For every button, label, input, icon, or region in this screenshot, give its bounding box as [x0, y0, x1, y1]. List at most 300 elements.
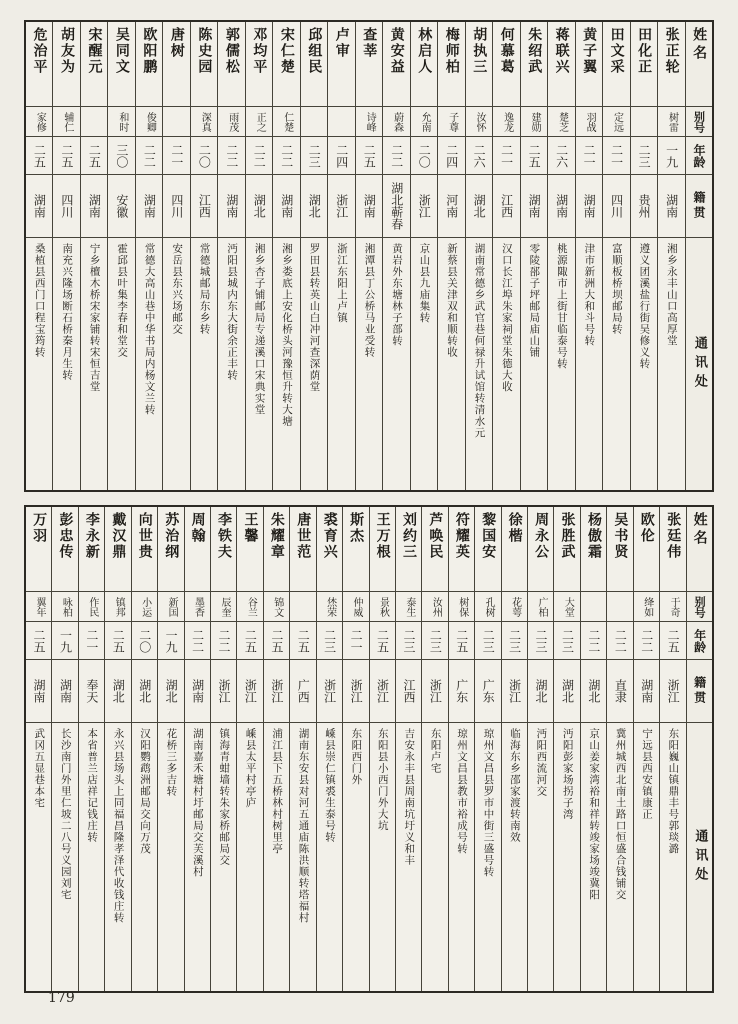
- person-column: [162, 22, 189, 490]
- person-age-text: 二二: [224, 143, 239, 168]
- person-name: [383, 22, 409, 107]
- person-native-text: 浙江: [507, 679, 522, 703]
- person-alias: [163, 107, 189, 137]
- person-native: [301, 175, 327, 238]
- person-column: [547, 22, 574, 490]
- person-age-text: 二〇: [137, 628, 152, 653]
- person-native: [634, 660, 659, 723]
- person-native: [422, 660, 447, 723]
- person-alias-text: 辰奎: [218, 596, 230, 617]
- person-alias: [475, 592, 500, 622]
- person-alias: [158, 592, 183, 622]
- person-address: [396, 723, 421, 991]
- person-native: [475, 660, 500, 723]
- person-native: [211, 660, 236, 723]
- person-alias-text: 泰生: [403, 596, 415, 617]
- person-address: [26, 238, 52, 490]
- person-address: [528, 723, 553, 991]
- person-native: [108, 175, 134, 238]
- person-name: [264, 507, 289, 592]
- person-age-text: 二五: [375, 628, 390, 653]
- person-age-text: 二五: [243, 628, 258, 653]
- person-alias-text: 楚芝: [556, 111, 568, 132]
- person-name: [370, 507, 395, 592]
- person-age: [317, 622, 342, 660]
- person-age: [449, 622, 474, 660]
- person-address: [603, 238, 629, 490]
- person-column: [602, 22, 629, 490]
- person-native-text: 湖北蕲春: [389, 182, 404, 230]
- person-age: [26, 622, 51, 660]
- person-address: [290, 723, 315, 991]
- person-alias: [383, 107, 409, 137]
- person-native-text: 广西: [296, 679, 311, 703]
- person-native-text: 湖南: [362, 194, 377, 218]
- person-native: [136, 175, 162, 238]
- person-native-text: 四川: [59, 194, 74, 218]
- person-address-text: 黄岩外东塘林子部转: [390, 243, 403, 347]
- person-column: [263, 507, 289, 991]
- person-alias-text: 仁楚: [281, 111, 293, 132]
- person-address-text: 永兴县场头上同福昌隆孝泽代收钱庄转: [112, 728, 125, 924]
- person-name: [521, 22, 547, 107]
- person-native: [548, 175, 574, 238]
- person-age-text: 二二: [586, 628, 601, 653]
- person-name: [449, 507, 474, 592]
- person-age-text: 二五: [269, 628, 284, 653]
- person-age: [290, 622, 315, 660]
- header-alias-label-text: 别号: [692, 110, 706, 133]
- person-native-text: 浙江: [666, 679, 681, 703]
- person-address-text: 霍邱县叶集李春和堂交: [116, 243, 129, 358]
- person-address-text: 南充兴隆场断石桥秦月生转: [61, 243, 74, 381]
- person-name-text: 徐楷: [506, 512, 523, 544]
- person-name-text: 王万根: [374, 512, 391, 560]
- person-address-text: 浦江县下五桥林村树里亭: [271, 728, 284, 855]
- person-native: [328, 175, 354, 238]
- person-name: [317, 507, 342, 592]
- person-age: [132, 622, 157, 660]
- person-native-text: 湖南: [32, 679, 47, 703]
- person-alias: [185, 592, 210, 622]
- person-address: [191, 238, 217, 490]
- person-age: [658, 137, 684, 175]
- person-alias: [79, 592, 104, 622]
- person-address-text: 湘乡永丰山口高厚堂: [665, 243, 678, 347]
- person-name-text: 李铁夫: [216, 512, 233, 560]
- person-column: [448, 507, 474, 991]
- person-column: [657, 22, 684, 490]
- person-alias: [660, 592, 685, 622]
- person-column: [527, 507, 553, 991]
- header-column: [686, 507, 712, 991]
- person-name: [422, 507, 447, 592]
- person-native: [132, 660, 157, 723]
- person-native-text: 湖南: [32, 194, 47, 218]
- person-name-text: 唐世范: [295, 512, 312, 560]
- person-address-text: 东阳卢宅: [429, 728, 442, 774]
- person-column: [355, 22, 382, 490]
- person-native: [607, 660, 632, 723]
- person-name-text: 陈史园: [196, 27, 213, 75]
- person-native-text: 浙江: [349, 679, 364, 703]
- person-native-text: 四川: [609, 194, 624, 218]
- person-alias: [438, 107, 464, 137]
- person-age-text: 二二: [279, 143, 294, 168]
- person-address: [422, 723, 447, 991]
- person-column: [217, 22, 244, 490]
- person-native: [26, 660, 51, 723]
- person-alias: [301, 107, 327, 137]
- person-address: [502, 723, 527, 991]
- person-age-text: 二〇: [197, 143, 212, 168]
- person-native-text: 湖北: [560, 679, 575, 703]
- person-alias-text: 俊卿: [144, 111, 156, 132]
- person-alias-text: 家修: [34, 111, 46, 132]
- person-address: [356, 238, 382, 490]
- person-age: [79, 622, 104, 660]
- person-native: [317, 660, 342, 723]
- person-column: [26, 507, 51, 991]
- person-address: [273, 238, 299, 490]
- person-native: [264, 660, 289, 723]
- person-address-text: 东阳西门外: [350, 728, 363, 786]
- person-address: [246, 238, 272, 490]
- person-address-text: 花桥三多吉转: [165, 728, 178, 797]
- person-native: [79, 660, 104, 723]
- person-age: [475, 622, 500, 660]
- person-native: [52, 660, 77, 723]
- person-address-text: 罗田县转英山白冲河查深荫堂: [308, 243, 321, 393]
- header-age-label-text: 年龄: [692, 143, 707, 168]
- directory-table-bottom: [24, 505, 714, 993]
- person-address-text: 湖南嘉禾塘村圩邮局交芙溪村: [191, 728, 204, 878]
- person-age: [528, 622, 553, 660]
- person-address-text: 富顺板桥坝邮局转: [610, 243, 623, 335]
- person-name: [554, 507, 579, 592]
- person-address-text: 新蔡县关津双和顺转收: [445, 243, 458, 358]
- person-address-text: 桑植县西门口程宝筠转: [33, 243, 46, 358]
- person-alias: [658, 107, 684, 137]
- person-native-text: 浙江: [417, 194, 432, 218]
- person-native: [273, 175, 299, 238]
- person-address: [634, 723, 659, 991]
- person-alias: [343, 592, 368, 622]
- person-alias: [211, 592, 236, 622]
- person-address-text: 遵义团溪盐行街吴修义转: [638, 243, 651, 370]
- person-age-text: 二三: [322, 628, 337, 653]
- person-age-text: 二三: [560, 628, 575, 653]
- person-native: [383, 175, 409, 238]
- person-native-text: 湖南: [554, 194, 569, 218]
- person-age-text: 二二: [216, 628, 231, 653]
- person-age-text: 二四: [334, 143, 349, 168]
- person-address-text: 长沙南门外里仁坡二八号义园刘宅: [59, 728, 72, 901]
- person-age-text: 二五: [666, 628, 681, 653]
- person-native-text: 奉天: [84, 679, 99, 703]
- person-native: [528, 660, 553, 723]
- person-alias-text: 仲威: [351, 596, 363, 617]
- person-age-text: 三〇: [114, 143, 129, 168]
- person-native-text: 浙江: [428, 679, 443, 703]
- person-address: [26, 723, 51, 991]
- person-native: [246, 175, 272, 238]
- person-alias-text: 逸龙: [501, 111, 513, 132]
- person-alias: [53, 107, 79, 137]
- person-column: [465, 22, 492, 490]
- person-address-text: 吉安永丰县周南坑圩义和丰: [403, 728, 416, 866]
- person-native-text: 四川: [169, 194, 184, 218]
- person-address: [105, 723, 130, 991]
- person-age: [237, 622, 262, 660]
- person-native: [521, 175, 547, 238]
- person-native: [493, 175, 519, 238]
- person-native-text: 浙江: [216, 679, 231, 703]
- person-age-text: 二五: [32, 143, 47, 168]
- person-native: [105, 660, 130, 723]
- person-address: [607, 723, 632, 991]
- person-column: [107, 22, 134, 490]
- person-alias: [264, 592, 289, 622]
- person-address-text: 汉阳鹦鹉洲邮局交向万茂: [138, 728, 151, 855]
- person-alias-text: 深真: [199, 111, 211, 132]
- person-alias: [136, 107, 162, 137]
- person-native: [356, 175, 382, 238]
- person-age: [191, 137, 217, 175]
- person-name-text: 彭忠传: [57, 512, 74, 560]
- person-alias-text: 绛如: [641, 596, 653, 617]
- person-age: [26, 137, 52, 175]
- person-age: [301, 137, 327, 175]
- person-address-text: 津市新洲大和斗号转: [583, 243, 596, 347]
- person-name: [356, 22, 382, 107]
- person-name-text: 胡执三: [471, 27, 488, 75]
- person-age: [422, 622, 447, 660]
- person-address-text: 湘潭县丁公桥马业受转: [363, 243, 376, 358]
- person-native-text: 湖北: [111, 679, 126, 703]
- person-name: [607, 507, 632, 592]
- person-native-text: 湖南: [87, 194, 102, 218]
- person-name-text: 田文采: [608, 27, 625, 75]
- person-address: [383, 238, 409, 490]
- person-native-text: 浙江: [243, 679, 258, 703]
- person-age: [521, 137, 547, 175]
- person-age: [631, 137, 657, 175]
- person-alias-text: 正之: [254, 111, 266, 132]
- person-column: [300, 22, 327, 490]
- person-column: [437, 22, 464, 490]
- header-name-label-text: 姓名: [691, 512, 708, 548]
- person-name: [328, 22, 354, 107]
- person-name-text: 邱组民: [306, 27, 323, 75]
- person-address: [132, 723, 157, 991]
- person-address-text: 宁乡檀木桥宋家铺转宋恒吉堂: [88, 243, 101, 393]
- person-address-text: 沔阳县城内东大街余正丰转: [226, 243, 239, 381]
- person-name: [581, 507, 606, 592]
- person-age: [634, 622, 659, 660]
- person-address-text: 湘乡杏子铺邮局专递溪口宋典实堂: [253, 243, 266, 416]
- person-column: [492, 22, 519, 490]
- person-address: [211, 723, 236, 991]
- person-native-text: 湖北: [164, 679, 179, 703]
- person-column: [575, 22, 602, 490]
- person-alias-text: 树雷: [666, 111, 678, 132]
- person-name-text: 梅师柏: [443, 27, 460, 75]
- person-age: [396, 622, 421, 660]
- person-alias: [132, 592, 157, 622]
- person-name-text: 朱耀章: [268, 512, 285, 560]
- person-address: [79, 723, 104, 991]
- person-address: [237, 723, 262, 991]
- person-column: [157, 507, 183, 991]
- person-alias-text: 树保: [456, 596, 468, 617]
- person-name-text: 查莘: [361, 27, 378, 59]
- person-name-text: 黄安益: [388, 27, 405, 75]
- person-name: [191, 22, 217, 107]
- person-address-text: 沔阳西流河交: [535, 728, 548, 797]
- person-alias-text: 镇邦: [113, 596, 125, 617]
- person-native: [26, 175, 52, 238]
- header-name-label-text: 姓名: [691, 27, 708, 63]
- person-column: [289, 507, 315, 991]
- person-alias-text: 烋荣: [324, 596, 336, 617]
- person-alias-text: 咏柏: [60, 596, 72, 617]
- person-age-text: 二五: [362, 143, 377, 168]
- person-age-text: 二五: [59, 143, 74, 168]
- person-alias-text: 蔚森: [391, 111, 403, 132]
- person-native-text: 安徽: [114, 194, 129, 218]
- person-alias: [466, 107, 492, 137]
- person-name-text: 吴同文: [113, 27, 130, 75]
- person-age-text: 二三: [481, 628, 496, 653]
- person-age-text: 二一: [349, 628, 364, 653]
- person-age: [273, 137, 299, 175]
- person-address: [136, 238, 162, 490]
- person-name: [132, 507, 157, 592]
- person-native: [576, 175, 602, 238]
- person-name-text: 宋仁楚: [278, 27, 295, 75]
- person-native-text: 湖南: [664, 194, 679, 218]
- person-native: [191, 175, 217, 238]
- person-alias: [356, 107, 382, 137]
- person-age: [343, 622, 368, 660]
- person-native: [218, 175, 244, 238]
- person-native-text: 湖北: [534, 679, 549, 703]
- person-address: [108, 238, 134, 490]
- person-alias-text: 辅仁: [61, 111, 73, 132]
- person-native-text: 湖南: [58, 679, 73, 703]
- header-address-label-text: 通讯处: [692, 829, 708, 886]
- person-column: [410, 22, 437, 490]
- person-alias: [603, 107, 629, 137]
- person-age-text: 二三: [307, 143, 322, 168]
- person-name: [52, 507, 77, 592]
- person-age: [548, 137, 574, 175]
- person-alias: [105, 592, 130, 622]
- person-age: [158, 622, 183, 660]
- person-name-text: 张正轮: [663, 27, 680, 75]
- person-age: [53, 137, 79, 175]
- person-name: [81, 22, 107, 107]
- person-name: [53, 22, 79, 107]
- person-address: [264, 723, 289, 991]
- person-name-text: 田化正: [636, 27, 653, 75]
- header-column: [685, 22, 712, 490]
- person-alias-text: 景秋: [377, 596, 389, 617]
- person-column: [382, 22, 409, 490]
- person-age: [493, 137, 519, 175]
- person-alias-text: 大堂: [562, 596, 574, 617]
- person-alias-text: 和时: [116, 111, 128, 132]
- person-age: [607, 622, 632, 660]
- person-native-text: 湖南: [190, 679, 205, 703]
- person-column: [327, 22, 354, 490]
- person-alias: [554, 592, 579, 622]
- person-name: [411, 22, 437, 107]
- header-address-label-text: 通讯处: [691, 336, 707, 393]
- person-alias: [422, 592, 447, 622]
- person-column: [272, 22, 299, 490]
- person-age: [438, 137, 464, 175]
- person-address-text: 嵊县太平村亭庐: [244, 728, 257, 809]
- person-name-text: 周永公: [533, 512, 550, 560]
- person-column: [184, 507, 210, 991]
- person-name: [105, 507, 130, 592]
- person-alias-text: 于奇: [668, 596, 680, 617]
- person-name: [211, 507, 236, 592]
- person-name: [634, 507, 659, 592]
- person-age-text: 二三: [637, 143, 652, 168]
- person-column: [236, 507, 262, 991]
- person-name-text: 蒋联兴: [553, 27, 570, 75]
- person-address-text: 常德大高山巷中华书局内杨文兰转: [143, 243, 156, 416]
- header-native-label-text: 籍贯: [692, 191, 707, 221]
- person-alias-text: 允南: [419, 111, 431, 132]
- person-address-text: 琼州文昌县教市裕成号转: [456, 728, 469, 855]
- person-name-text: 卢审: [333, 27, 350, 59]
- person-address: [449, 723, 474, 991]
- person-alias-text: 定远: [611, 111, 623, 132]
- person-column: [210, 507, 236, 991]
- person-age: [211, 622, 236, 660]
- person-age-text: 二二: [252, 143, 267, 168]
- person-age: [52, 622, 77, 660]
- person-address-text: 沔阳彭家场拐子湾: [561, 728, 574, 820]
- person-name: [396, 507, 421, 592]
- person-address: [370, 723, 395, 991]
- person-native-text: 湖南: [527, 194, 542, 218]
- person-native: [581, 660, 606, 723]
- person-name-text: 黄子翼: [581, 27, 598, 75]
- person-address-text: 东阳巍山镇鼎丰号郭琰潞: [667, 728, 680, 855]
- person-name: [631, 22, 657, 107]
- person-address-text: 镇海青蚶墙转朱家桥邮局交: [218, 728, 231, 866]
- person-address: [52, 723, 77, 991]
- person-native: [658, 175, 684, 238]
- header-address-label: [687, 723, 712, 991]
- page-number: 179: [48, 990, 75, 1006]
- person-column: [501, 507, 527, 991]
- person-address: [163, 238, 189, 490]
- person-name: [603, 22, 629, 107]
- person-age-text: 二一: [499, 143, 514, 168]
- person-name-text: 林启人: [416, 27, 433, 75]
- person-column: [342, 507, 368, 991]
- person-alias: [191, 107, 217, 137]
- person-column: [606, 507, 632, 991]
- person-native: [466, 175, 492, 238]
- person-native: [163, 175, 189, 238]
